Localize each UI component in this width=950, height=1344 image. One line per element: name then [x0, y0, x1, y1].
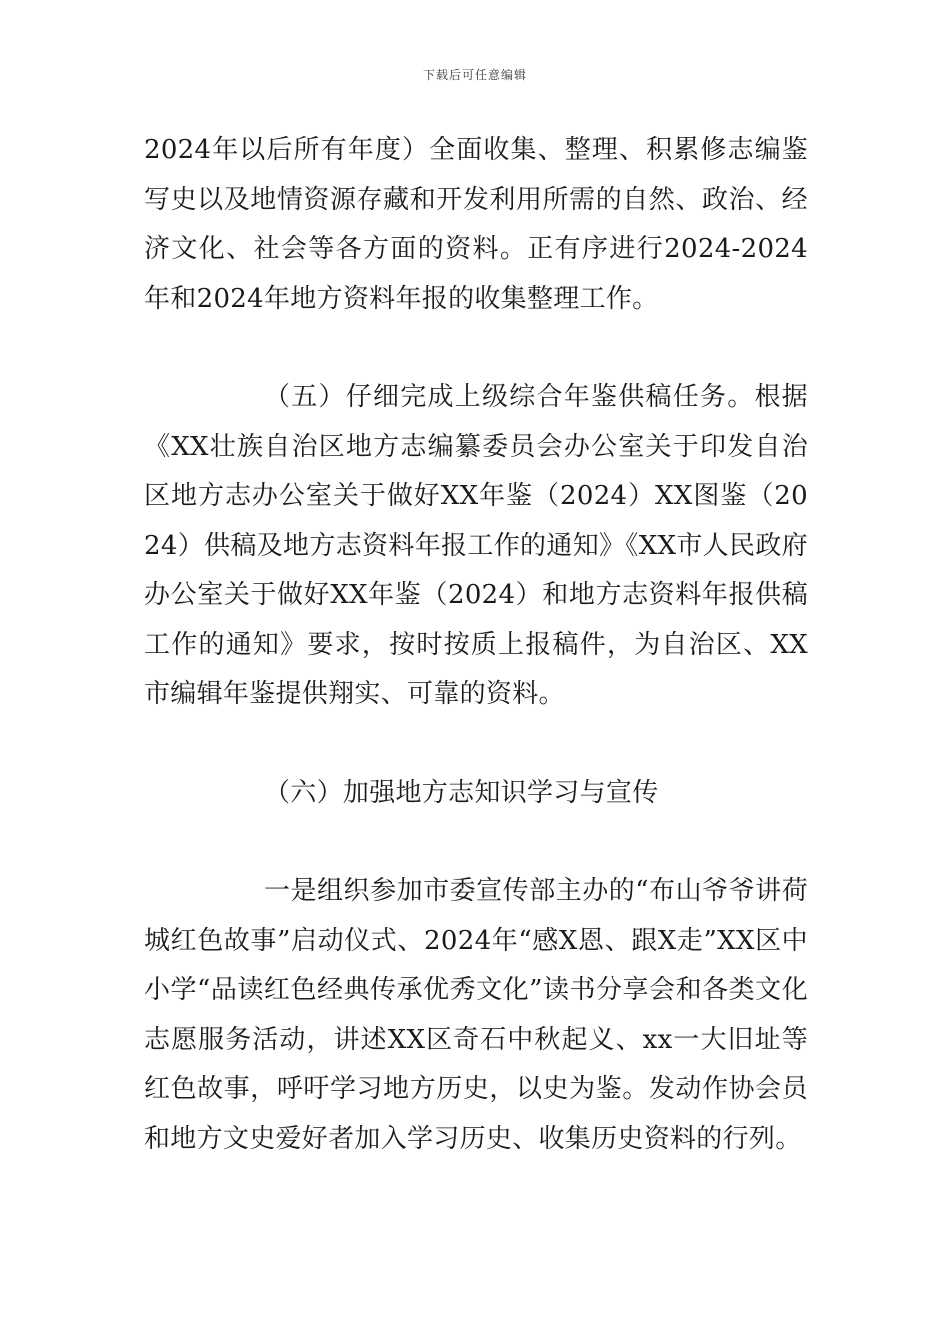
paragraph-yearbook-submission: （五）仔细完成上级综合年鉴供稿任务。根据《XX壮族自治区地方志编纂委员会办公室关于印发自治区地方志办公室关于做好XX年鉴（2024）XX图鉴（2024）供稿及地方志资料年报工作的通知》《XX市人民政府办公室关于做好XX年鉴（2024）和地方志资料年报供稿工作的通知》要求，按时按质上报稿件，为自治区、XX市编辑年鉴提供翔实、可靠的资料。	[144, 382, 808, 709]
document-body	[144, 126, 808, 1164]
paragraph-red-story-activities: 一是组织参加市委宣传部主办的“布山爷爷讲荷城红色故事”启动仪式、2024年“感X恩、跟X走”XX区中小学“品读红色经典传承优秀文化”读书分享会和各类文化志愿服务活动，讲述XX区奇石中秋起义、xx一大旧址等红色故事，呼吁学习地方历史，以史为鉴。发动作协会员和地方文史爱好者加入学习历史、收集历史资料的行列。	[144, 876, 808, 1154]
paragraph-annual-data-collection: 2024年以后所有年度）全面收集、整理、积累修志编鉴写史以及地情资源存藏和开发利用所需的自然、政治、经济文化、社会等各方面的资料。正有序进行2024-2024年和2024年地方资料年报的收集整理工作。	[144, 135, 808, 314]
section-heading-study-promotion: （六）加强地方志知识学习与宣传	[264, 777, 659, 808]
page-header: 下载后可任意编辑	[422, 68, 527, 82]
